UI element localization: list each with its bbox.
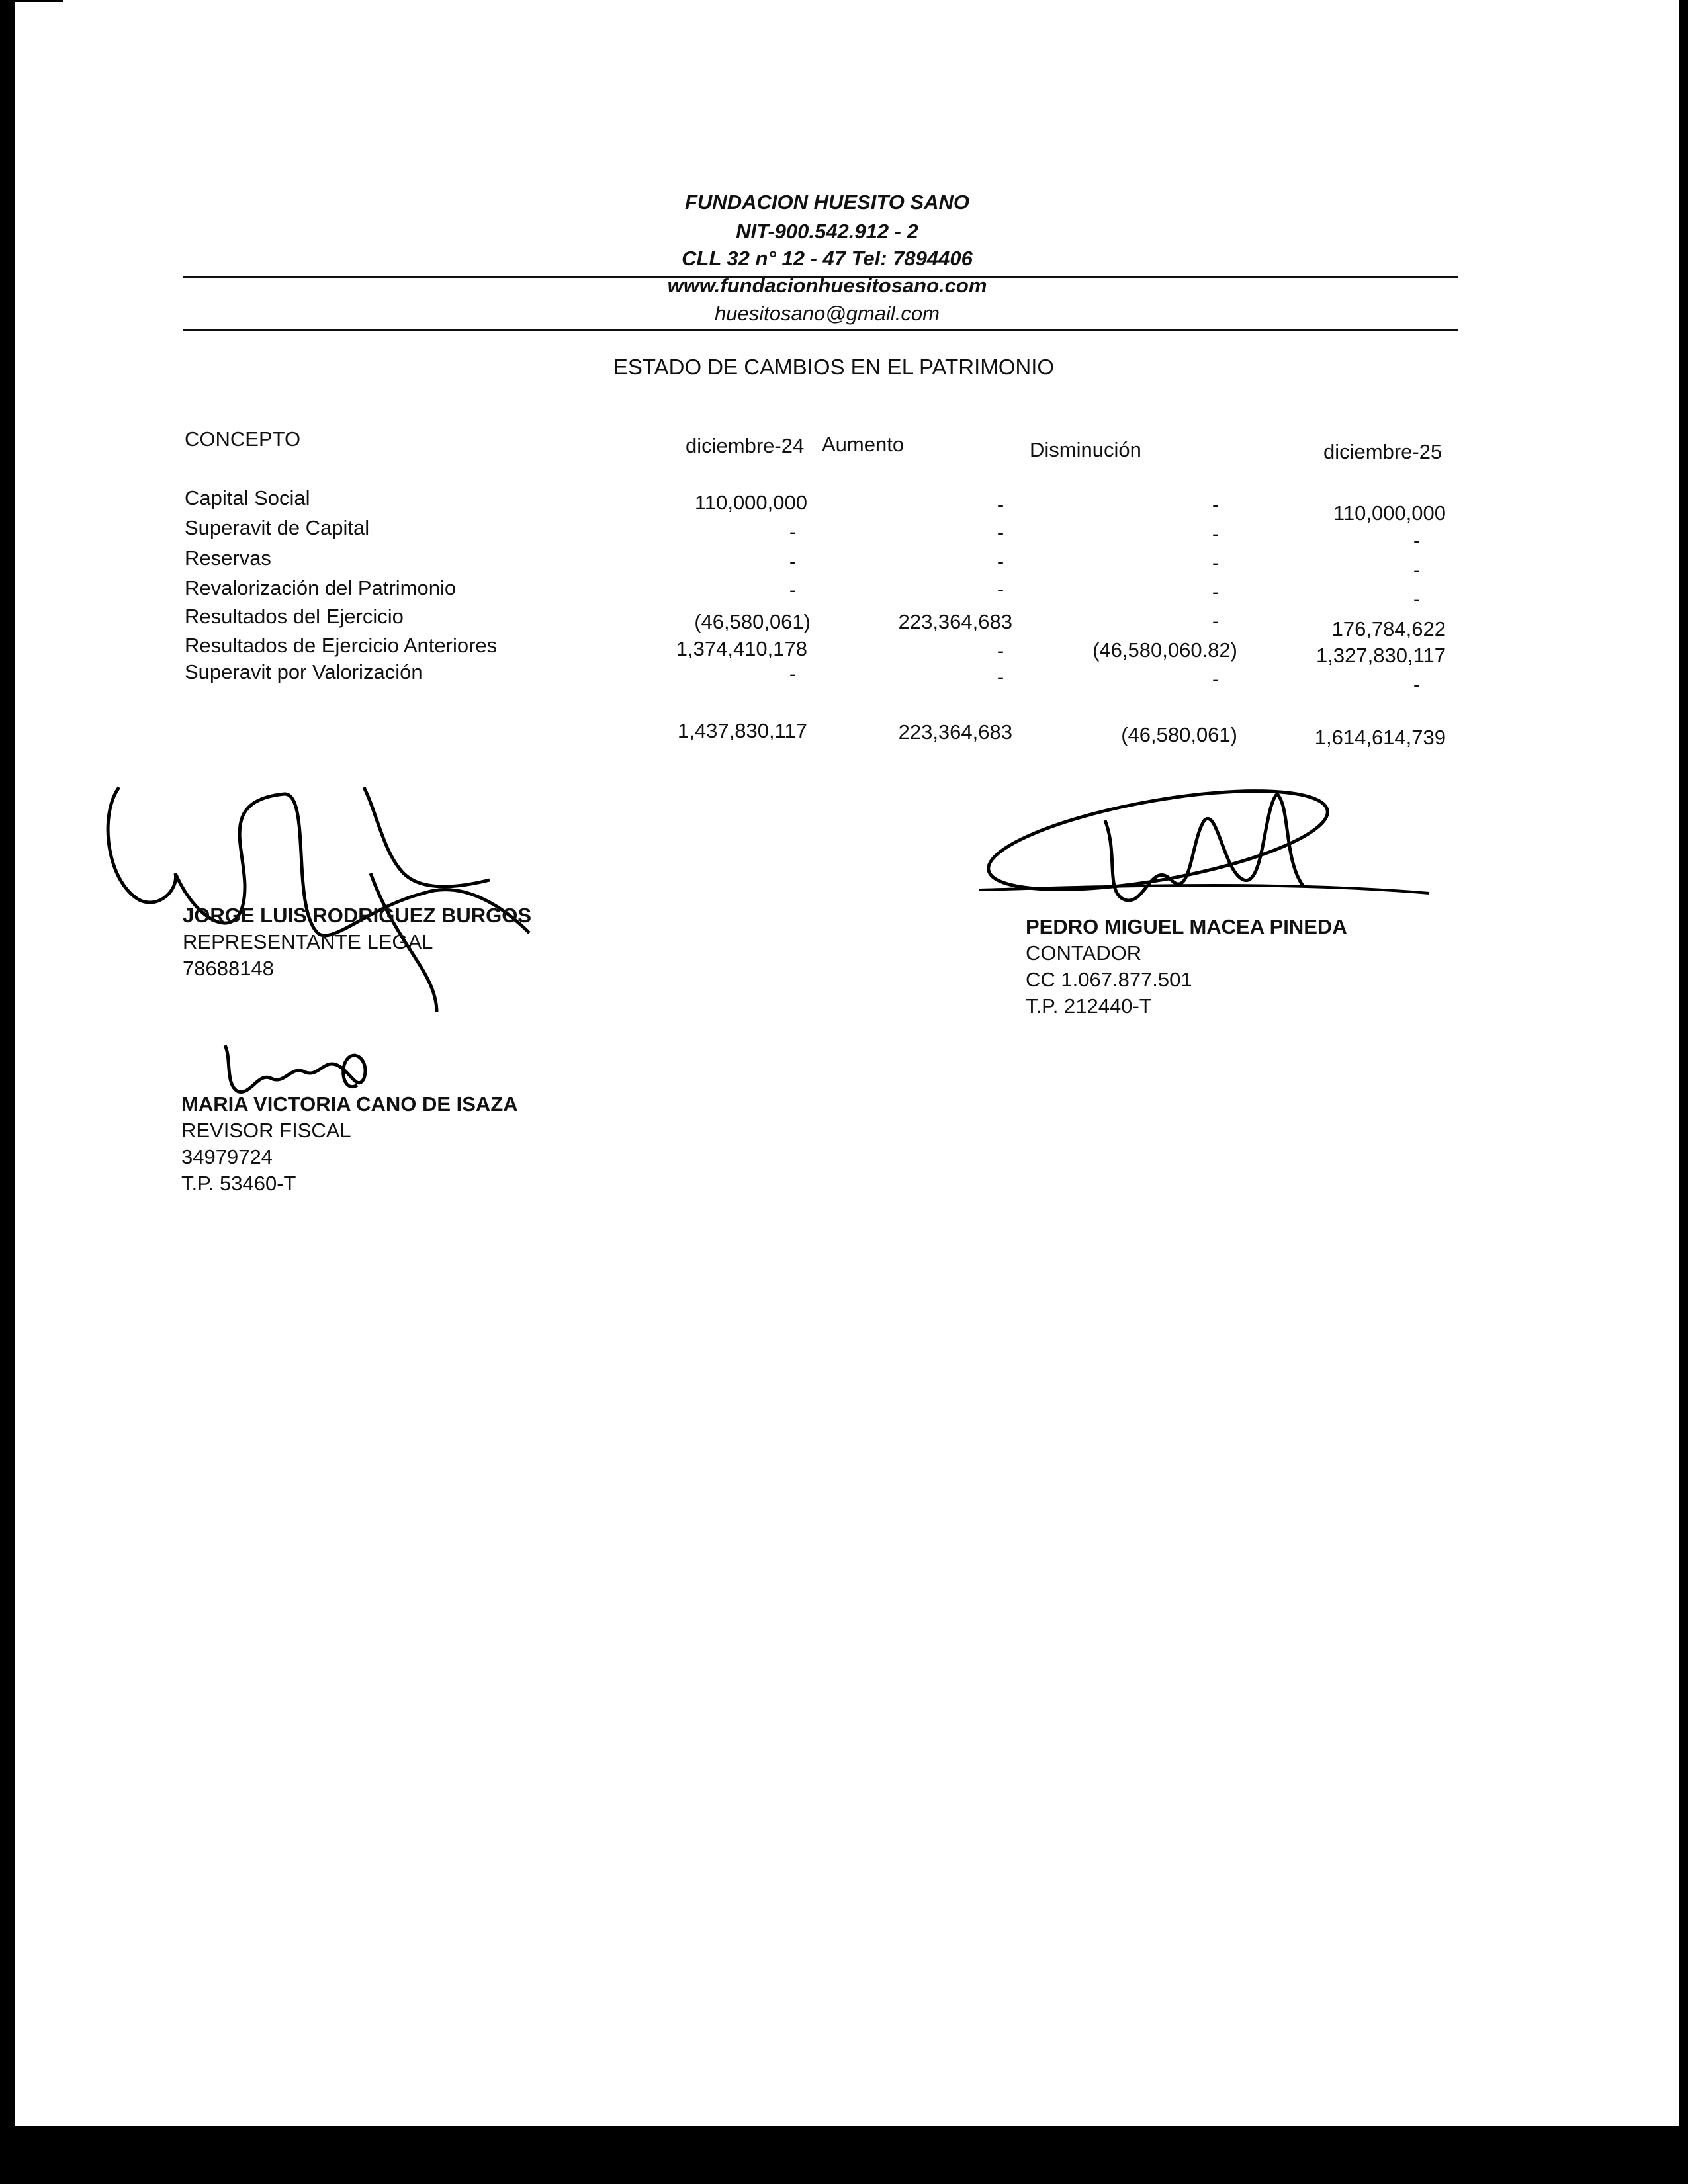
organization-address: CLL 32 n° 12 - 47 Tel: 7894406 (682, 247, 973, 270)
cell-disminucion: - (1212, 551, 1220, 574)
signatory-accountant (1026, 914, 1347, 1020)
row-label: Revalorización del Patrimonio (185, 576, 457, 599)
cell-aumento: - (997, 639, 1004, 662)
cell-dic25: - (1413, 588, 1421, 611)
organization-name: FUNDACION HUESITO SANO (684, 191, 969, 214)
scan-border-left (0, 0, 15, 2184)
cell-aumento: - (997, 578, 1004, 601)
cell-dic25: - (1413, 558, 1421, 582)
total-dic25: 1,614,614,739 (1314, 726, 1446, 749)
cell-dic25: - (1413, 673, 1421, 696)
total-dic24: 1,437,830,117 (678, 719, 807, 742)
col-header-dic24: diciembre-24 (686, 434, 805, 457)
signatory-id: CC 1.067.877.501 (1026, 968, 1192, 991)
scan-corner-mark (0, 0, 63, 2)
total-disminucion: (46,580,061) (1121, 723, 1237, 746)
organization-website: www.fundacionhuesitosano.com (667, 274, 987, 297)
cell-dic25: 176,784,622 (1331, 617, 1446, 640)
cell-dic25: 110,000,000 (1333, 502, 1446, 525)
signatory-name: PEDRO MIGUEL MACEA PINEDA (1026, 915, 1347, 938)
row-label: Superavit por Valorización (185, 660, 423, 683)
row-label: Resultados de Ejercicio Anteriores (185, 634, 498, 657)
cell-dic25: - (1413, 529, 1421, 552)
row-label: Reservas (185, 546, 271, 570)
row-label: Superavit de Capital (185, 516, 370, 539)
cell-dic24: - (789, 550, 797, 573)
cell-dic24: (46,580,061) (694, 610, 811, 633)
signatory-role: REPRESENTANTE LEGAL (183, 930, 433, 953)
signatory-id: 34979724 (181, 1145, 273, 1168)
statement-title: ESTADO DE CAMBIOS EN EL PATRIMONIO (613, 355, 1055, 379)
cell-dic24: - (789, 578, 797, 601)
cell-dic25: 1,327,830,117 (1316, 644, 1446, 667)
row-label: Capital Social (185, 486, 310, 509)
cell-disminucion: - (1212, 493, 1220, 516)
signatory-role: CONTADOR (1026, 941, 1142, 965)
scan-border-right (1679, 0, 1688, 2184)
cell-dic24: 110,000,000 (694, 491, 807, 514)
signatory-tp: T.P. 53460-T (181, 1172, 296, 1195)
cell-aumento: - (997, 493, 1004, 516)
col-header-disminucion: Disminución (1030, 438, 1141, 461)
cell-aumento: - (997, 550, 1004, 573)
cell-disminucion: (46,580,060.82) (1092, 638, 1237, 662)
cell-dic24: - (789, 520, 797, 543)
cell-disminucion: - (1212, 609, 1220, 633)
cell-aumento: - (997, 521, 1004, 544)
signatory-name: MARIA VICTORIA CANO DE ISAZA (181, 1092, 518, 1115)
organization-nit: NIT-900.542.912 - 2 (736, 220, 918, 243)
scan-border-bottom (0, 2126, 1688, 2184)
total-aumento: 223,364,683 (898, 721, 1012, 744)
organization-email: huesitosano@gmail.com (715, 302, 940, 325)
signatory-id: 78688148 (183, 957, 274, 980)
cell-disminucion: - (1212, 668, 1220, 691)
header-rule-bottom (183, 329, 1458, 331)
row-label: Resultados del Ejercicio (185, 605, 404, 628)
signatory-tp: T.P. 212440-T (1026, 994, 1152, 1018)
cell-aumento: 223,364,683 (898, 610, 1012, 633)
signatory-name: JORGE LUIS RODRIGUEZ BURGOS (183, 904, 532, 927)
cell-aumento: - (997, 666, 1004, 689)
cell-disminucion: - (1212, 522, 1220, 545)
col-header-dic25: diciembre-25 (1323, 440, 1443, 463)
signatory-legal-representative (183, 902, 531, 982)
signatory-fiscal-auditor (181, 1091, 518, 1197)
col-header-aumento: Aumento (822, 433, 905, 456)
cell-dic24: 1,374,410,178 (676, 637, 807, 660)
signatory-role: REVISOR FISCAL (181, 1119, 351, 1142)
col-header-concepto: CONCEPTO (185, 427, 301, 451)
cell-disminucion: - (1212, 580, 1220, 603)
cell-dic24: - (789, 662, 797, 685)
